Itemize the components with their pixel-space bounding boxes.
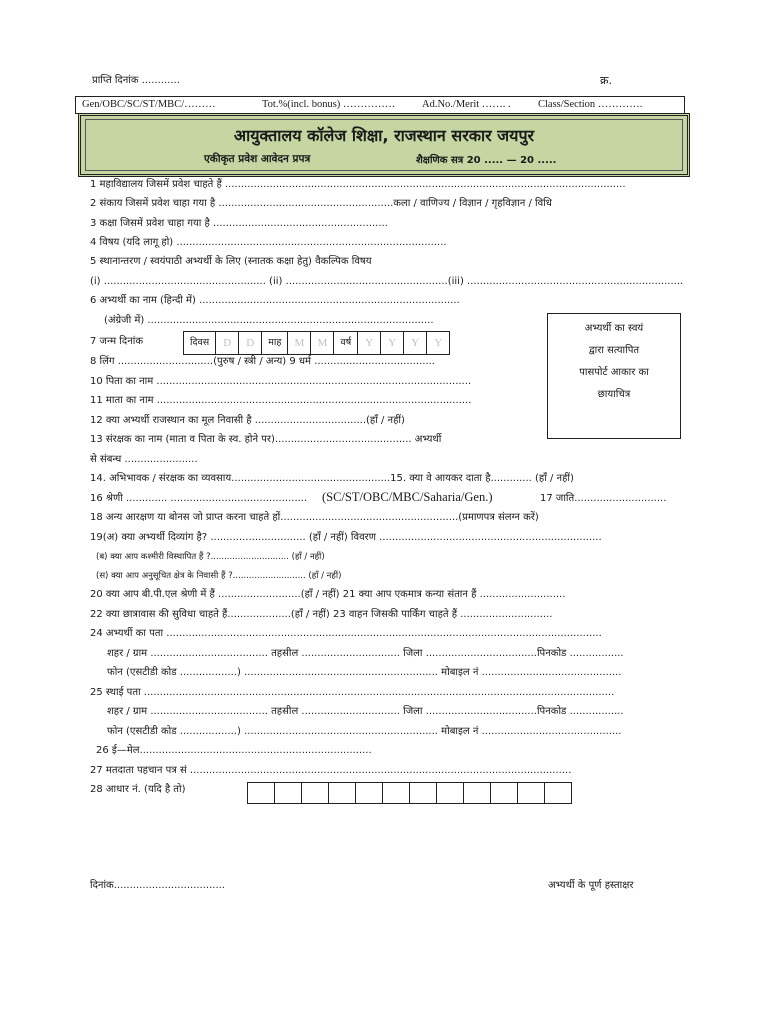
field-optional-subject-list: (i) ................................................... (ii) ...................................................(iii) .................................................................... <box>90 276 684 287</box>
field-disabled: 19(अ) क्या अभ्यर्थी दिव्यांग है? .............................. (हाँ / नहीं) विवरण ...................................................................... <box>90 532 602 543</box>
photo-line-2: द्वारा सत्यापित <box>588 345 640 356</box>
field-category: 16 श्रेणी ............. ........................................... <box>90 493 308 504</box>
receipt-date: प्राप्ति दिनांक ............ <box>92 75 180 86</box>
field-gender-religion: 8 लिंग ..............................(पुरुष / स्त्री / अन्य) 9 धर्म ...................................... <box>90 356 435 367</box>
aadhar-digit-cell[interactable] <box>410 783 437 803</box>
total-field: Tot.%(incl. bonus) …………… <box>262 99 396 110</box>
dob-month-label: माह <box>262 332 288 354</box>
field-category-options: (SC/ST/OBC/MBC/Saharia/Gen.) <box>322 490 493 504</box>
aadhar-digit-cell[interactable] <box>518 783 545 803</box>
field-name-hindi: 6 अभ्यर्थी का नाम (हिन्दी में) .................................................................................. <box>90 295 460 306</box>
page-title: आयुक्तालय कॉलेज शिक्षा, राजस्थान सरकार जयपुर <box>233 126 535 145</box>
dob-year-cell[interactable]: Y <box>434 337 443 349</box>
field-father-name: 10 पिता का नाम ................................................................................................... <box>90 376 472 387</box>
footer-signature: अभ्यर्थी के पूर्ण हस्ताक्षर <box>548 880 634 891</box>
aadhar-digit-cell[interactable] <box>248 783 275 803</box>
serial-number: क्र. <box>600 74 612 87</box>
field-voter-id: 27 मतदाता पहचान पत्र सं ........................................................................................................................ <box>90 765 572 776</box>
dob-label: 7 जन्म दिनांक <box>90 336 144 347</box>
dob-year-cell[interactable]: Y <box>358 332 381 354</box>
dob-year-cell[interactable]: Y <box>381 332 404 354</box>
aadhar-digit-cell[interactable] <box>329 783 356 803</box>
dob-day-label: दिवस <box>184 332 216 354</box>
session-field: शैक्षणिक सत्र 20 ..... — 20 ..... <box>416 155 557 166</box>
field-mother-name: 11 माता का नाम ................................................................................................... <box>90 395 472 406</box>
class-section-field: Class/Section …………. <box>538 99 643 110</box>
field-name-english: (अंग्रेजी में) .......................................................................................... <box>104 315 434 326</box>
field-bpl: 20 क्या आप बी.पी.एल श्रेणी में हैं ..........................(हाँ / नहीं) 21 क्या आप एकमात्र कन्या संतान हैं ........................... <box>90 589 566 600</box>
photo-box <box>547 313 681 439</box>
aadhar-digit-cell[interactable] <box>275 783 302 803</box>
field-permanent-city: शहर / ग्राम ..................................... तहसील ............................... जिला ...................................पिनकोड ................. <box>107 706 624 717</box>
field-subject: 4 विषय (यदि लागू हो) ..................................................................................... <box>90 237 447 248</box>
field-college: 1 महाविद्यालय जिसमें प्रवेश चाहते हैं .............................................................................................................................. <box>90 179 626 190</box>
dob-day-cell[interactable]: D <box>239 332 262 354</box>
field-kashmiri: (ब) क्या आप कश्मीरी विस्थापित हैं ?............................. (हाँ / नहीं) <box>96 552 325 562</box>
field-hostel: 22 क्या छात्रावास की सुविधा चाहते हैं....................(हाँ / नहीं) 23 वाहन जिसकी पार्किंग चाहते हैं ............................. <box>90 609 553 620</box>
dob-year-cell[interactable]: Y <box>404 332 427 354</box>
field-reservation: 18 अन्य आरक्षण या बोनस जो प्राप्त करना चाहते हों........................................................(प्रमाणपत्र संलग्न करें) <box>90 512 539 523</box>
aadhar-digit-cell[interactable] <box>545 783 571 803</box>
category-field: Gen/OBC/SC/ST/MBC/……… <box>82 99 216 110</box>
field-permanent-phone: फोन (एसटीडी कोड ..................) ............................................................. मोबाइल नं ............................................ <box>107 726 622 737</box>
category-bar <box>75 96 685 114</box>
field-guardian-name: 13 संरक्षक का नाम (माता व पिता के स्व. होने पर)........................................... अभ्यर्थी <box>90 434 442 445</box>
field-occupation: 14. अभिभावक / संरक्षक का व्यवसाय..................................................15. क्या वे आयकर दाता है............. (हाँ / नहीं) <box>90 473 574 484</box>
aadhar-digit-cell[interactable] <box>491 783 518 803</box>
dob-month-cell[interactable]: M <box>311 332 334 354</box>
field-faculty: 2 संकाय जिसमें प्रवेश चाहा गया है .......................................................कला / वाणिज्य / विज्ञान / गृहविज्ञान / विधि <box>90 198 552 209</box>
photo-line-4: छायाचित्र <box>597 389 631 400</box>
footer-date: दिनांक................................... <box>90 880 225 891</box>
dob-boxes <box>183 331 450 355</box>
form-header <box>78 113 690 177</box>
field-address-phone: फोन (एसटीडी कोड ..................) ............................................................. मोबाइल नं ............................................ <box>107 667 622 678</box>
field-scheduled-area: (स) क्या आप अनुसूचित क्षेत्र के निवासी हैं ?........................... (हाँ / नहीं) <box>96 571 342 581</box>
field-permanent-address: 25 स्थाई पता .................................................................................................................................................... <box>90 687 615 698</box>
field-caste: 17 जाति............................. <box>540 493 667 504</box>
aadhar-boxes <box>247 782 572 804</box>
field-class: 3 कक्षा जिसमें प्रवेश चाहा गया है ....................................................... <box>90 218 388 229</box>
admission-field: Ad.No./Merit ……. . <box>422 99 511 110</box>
aadhar-digit-cell[interactable] <box>464 783 491 803</box>
aadhar-digit-cell[interactable] <box>302 783 329 803</box>
field-address-city: शहर / ग्राम ..................................... तहसील ............................... जिला ...................................पिनकोड ................. <box>107 648 624 659</box>
aadhar-digit-cell[interactable] <box>437 783 464 803</box>
aadhar-digit-cell[interactable] <box>383 783 410 803</box>
aadhar-label: 28 आधार नं. (यदि है तो) <box>90 784 186 795</box>
field-domicile: 12 क्या अभ्यर्थी राजस्थान का मूल निवासी है ...................................(हाँ / नहीं) <box>90 415 405 426</box>
photo-line-1: अभ्यर्थी का स्वयं <box>584 323 644 334</box>
dob-year-label: वर्ष <box>334 332 358 354</box>
field-email: 26 ई—मेल......................................................................... <box>96 745 372 756</box>
field-optional-subject: 5 स्थानान्तरण / स्वयंपाठी अभ्यर्थी के लिए (स्नातक कक्षा हेतु) वैकल्पिक विषय <box>90 256 372 267</box>
dob-month-cell[interactable]: M <box>288 332 311 354</box>
aadhar-digit-cell[interactable] <box>356 783 383 803</box>
field-address: 24 अभ्यर्थी का पता ......................................................................................................................................... <box>90 628 602 639</box>
field-guardian-relation: से संबन्ध ....................... <box>90 454 198 465</box>
form-subtitle: एकीकृत प्रवेश आवेदन प्रपत्र <box>204 153 311 165</box>
dob-day-cell[interactable]: D <box>216 332 239 354</box>
photo-line-3: पासपोर्ट आकार का <box>579 367 649 378</box>
